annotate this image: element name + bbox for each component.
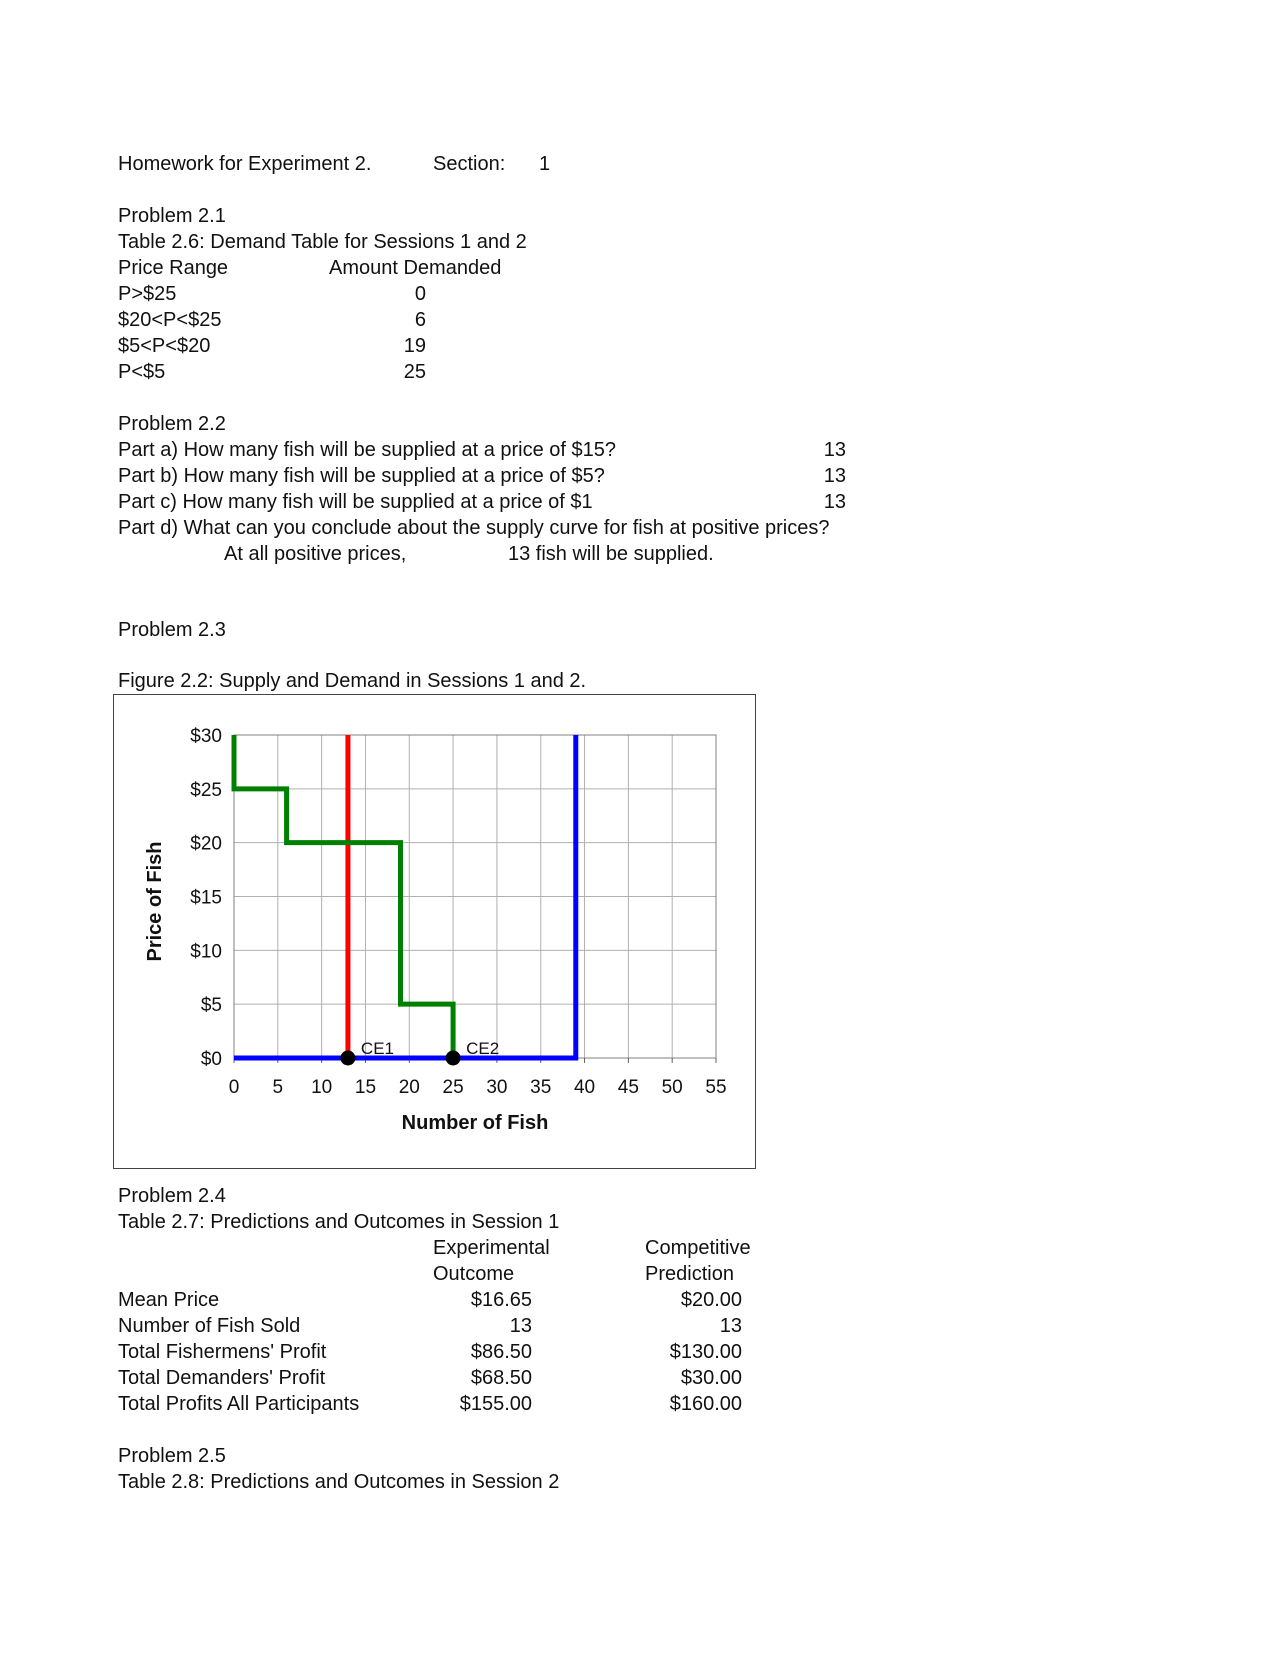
- x-tick-label: 5: [272, 1077, 284, 1098]
- outcome-row-competitive: $20.00: [680, 1289, 742, 1311]
- outcome-row-label: Mean Price: [118, 1289, 220, 1311]
- outcome-row-experimental: $68.50: [470, 1367, 532, 1389]
- x-tick-label: 25: [442, 1077, 464, 1098]
- part-answer: 13: [823, 491, 846, 513]
- part-answer: 13: [823, 439, 846, 461]
- demand-row-range: P<$5: [118, 361, 166, 383]
- part-question: Part a) How many fish will be supplied at a price of $15?: [118, 439, 617, 461]
- table-2-6-title: Table 2.6: Demand Table for Sessions 1 and 2: [118, 231, 527, 253]
- outcome-row-experimental: $155.00: [459, 1393, 532, 1415]
- col-prediction: Prediction: [645, 1263, 734, 1285]
- x-tick-label: 45: [617, 1077, 639, 1098]
- part-question: Part c) How many fish will be supplied at a price of $1: [118, 491, 593, 513]
- supply-demand-chart: [113, 694, 756, 1169]
- col-outcome: Outcome: [433, 1263, 515, 1285]
- y-tick-label: $25: [190, 779, 222, 801]
- equilibrium-point: [446, 1051, 461, 1066]
- col-price-range: Price Range: [118, 257, 229, 279]
- part-d-question: Part d) What can you conclude about the supply curve for fish at positive prices?: [118, 517, 830, 539]
- y-tick-label: $10: [190, 941, 222, 963]
- demand-row-amount: 19: [403, 335, 426, 357]
- outcome-row-label: Number of Fish Sold: [118, 1315, 301, 1337]
- y-tick-label: $20: [190, 833, 222, 855]
- x-tick-label: 15: [354, 1077, 377, 1098]
- col-competitive: Competitive: [645, 1237, 751, 1259]
- conclusion-tail: 13 fish will be supplied.: [508, 543, 714, 565]
- outcome-row-experimental: 13: [509, 1315, 532, 1337]
- problem-2-1-heading: Problem 2.1: [118, 205, 226, 227]
- x-tick-label: 55: [705, 1077, 727, 1098]
- col-amount-demanded: Amount Demanded: [329, 257, 502, 279]
- demand-row-amount: 25: [403, 361, 426, 383]
- outcome-row-experimental: $86.50: [470, 1341, 532, 1363]
- part-answer: 13: [823, 465, 846, 487]
- problem-2-4-heading: Problem 2.4: [118, 1185, 226, 1207]
- x-tick-label: 50: [661, 1077, 683, 1098]
- demand-row-amount: 6: [414, 309, 426, 331]
- conclusion-lead: At all positive prices,: [224, 543, 407, 565]
- outcome-row-competitive: $160.00: [669, 1393, 742, 1415]
- y-tick-label: $30: [190, 726, 222, 747]
- outcome-row-competitive: $30.00: [680, 1367, 742, 1389]
- demand-row-range: $20<P<$25: [118, 309, 222, 331]
- outcome-row-label: Total Demanders' Profit: [118, 1367, 326, 1389]
- x-tick-label: 20: [398, 1077, 420, 1098]
- problem-2-5-heading: Problem 2.5: [118, 1445, 226, 1467]
- outcome-row-competitive: 13: [719, 1315, 742, 1337]
- x-tick-label: 40: [573, 1077, 596, 1098]
- y-axis-title: Price of Fish: [144, 841, 166, 962]
- x-tick-label: 30: [486, 1077, 508, 1098]
- table-2-8-title: Table 2.8: Predictions and Outcomes in Session 2: [118, 1471, 560, 1493]
- y-tick-label: $15: [190, 887, 222, 909]
- document-title: Homework for Experiment 2.: [118, 153, 372, 175]
- problem-2-3-heading: Problem 2.3: [118, 619, 226, 641]
- table-2-7-title: Table 2.7: Predictions and Outcomes in Session 1: [118, 1211, 560, 1233]
- x-tick-label: 10: [311, 1077, 333, 1098]
- problem-2-2-heading: Problem 2.2: [118, 413, 226, 435]
- x-tick-label: 0: [228, 1077, 240, 1098]
- y-tick-label: $5: [200, 995, 222, 1017]
- col-experimental: Experimental: [433, 1237, 550, 1259]
- outcome-row-competitive: $130.00: [669, 1341, 742, 1363]
- y-tick-label: $0: [200, 1049, 222, 1070]
- x-axis-title: Number of Fish: [401, 1112, 549, 1134]
- part-question: Part b) How many fish will be supplied at a price of $5?: [118, 465, 605, 487]
- equilibrium-label: CE2: [466, 1039, 500, 1058]
- figure-2-2-title: Figure 2.2: Supply and Demand in Sessions 1 and 2.: [118, 670, 587, 692]
- outcome-row-label: Total Fishermens' Profit: [118, 1341, 327, 1363]
- outcome-row-experimental: $16.65: [470, 1289, 532, 1311]
- equilibrium-label: CE1: [360, 1039, 395, 1058]
- demand-row-amount: 0: [414, 283, 426, 305]
- section-label: Section:: [433, 153, 506, 175]
- demand-row-range: $5<P<$20: [118, 335, 211, 357]
- x-tick-label: 35: [530, 1077, 552, 1098]
- outcome-row-label: Total Profits All Participants: [118, 1393, 360, 1415]
- section-value: 1: [539, 153, 551, 175]
- equilibrium-point: [340, 1051, 355, 1066]
- demand-row-range: P>$25: [118, 283, 177, 305]
